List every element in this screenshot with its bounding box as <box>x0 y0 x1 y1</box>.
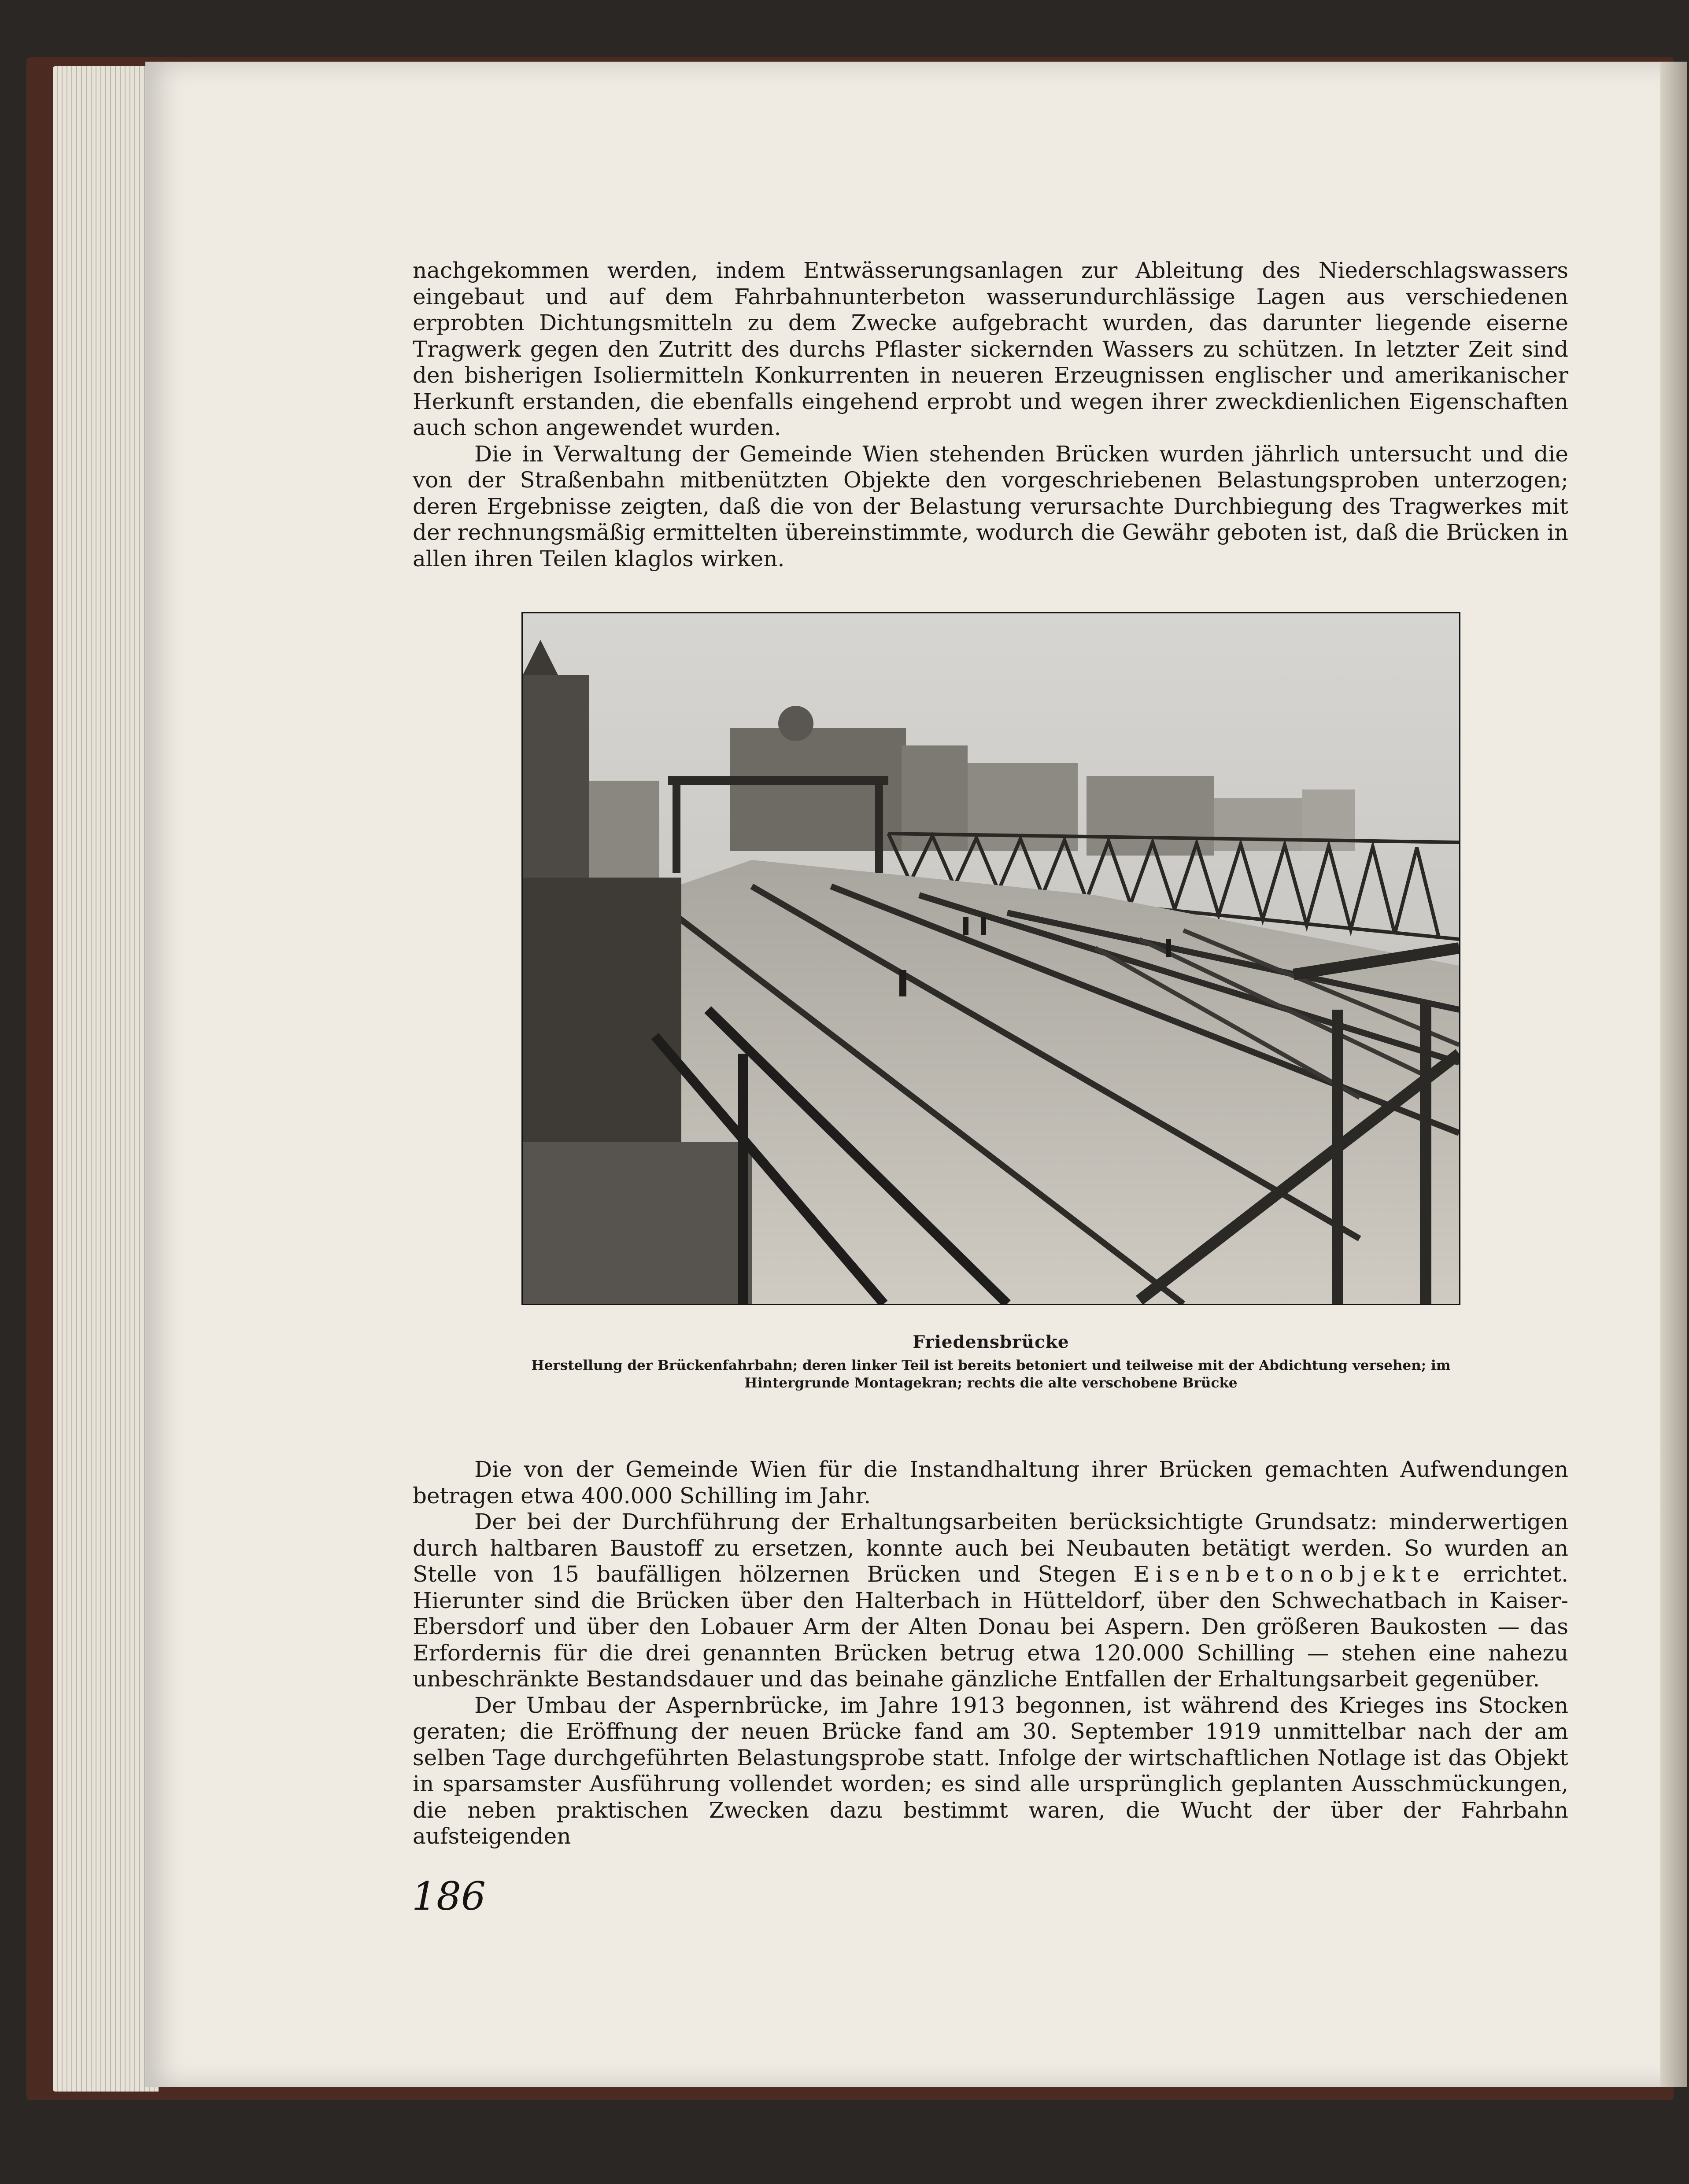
page-number: 186 <box>412 1874 486 1919</box>
bridge-construction-photo <box>523 613 1459 1304</box>
figure-title: Friedensbrücke <box>913 1332 1069 1352</box>
figure-description: Herstellung der Brückenfahrbahn; deren linker Teil ist bereits betoniert und teilweise mit der Abdichtung versehen; im Hintergrunde Montagekran; rechts die alte verschobene Brücke <box>531 1358 1451 1391</box>
emphasis-eisenbetonobjekte: Eisenbetonobjekte <box>1133 1561 1446 1587</box>
page-right-rim <box>1660 62 1687 2087</box>
top-text-block <box>413 258 1568 572</box>
figure-caption <box>506 1332 1475 1392</box>
paragraph-bottom-2-before: Der bei der Durchführung der Erhaltungsarbeiten berücksichtigte Grundsatz: minderwertigen durch haltbaren Baustoff zu ersetzen, konnte auch bei Neubauten betätigt werden. So wurden an Stelle von 15 baufälligen hölzernen Brücken und Stegen <box>413 1509 1568 1587</box>
paragraph-bottom-2-after: errichtet. Hierunter sind die Brücken über den Halterbach in Hütteldorf, über den Schwechatbach in Kaiser-Ebersdorf und über den Lobauer Arm der Alten Donau bei Aspern. Den größeren Baukosten — das Erfordernis für die drei genannten Brücken betrug etwa 120.000 Schilling — stehen eine nahezu unbeschränkte Bestandsdauer und das beinahe gänzliche Entfallen der Erhaltungsarbeit gegenüber. <box>413 1561 1568 1692</box>
paragraph-bottom-1: Die von der Gemeinde Wien für die Instandhaltung ihrer Brücken gemachten Aufwendungen betragen etwa 400.000 Schilling im Jahr. <box>413 1457 1568 1509</box>
paragraph-bottom-2 <box>413 1509 1568 1693</box>
paragraph-bottom-3: Der Umbau der Aspernbrücke, im Jahre 1913 begonnen, ist während des Krieges ins Stocken geraten; die Eröffnung der neuen Brücke fand am 30. September 1919 unmittelbar nach der am selben Tage durchgeführten Belastungsprobe statt. Infolge der wirtschaftlichen Notlage ist das Objekt in sparsamster Ausführung vollendet worden; es sind alle ursprünglich geplanten Ausschmückungen, die neben praktischen Zwecken dazu bestimmt waren, die Wucht der über der Fahrbahn aufsteigenden <box>413 1692 1568 1849</box>
paragraph-top-1: nachgekommen werden, indem Entwässerungsanlagen zur Ableitung des Niederschlagswassers eingebaut und auf dem Fahrbahnunterbeton wasserundurchlässige Lagen aus verschiedenen erprobten Dichtungsmitteln zu dem Zwecke aufgebracht wurden, das darunter liegende eiserne Tragwerk gegen den Zutritt des durchs Pflaster sickernden Wassers zu schützen. In letzter Zeit sind den bisherigen Isoliermitteln Konkurrenten in neueren Erzeugnissen englischer und amerikanischer Herkunft erstanden, die ebenfalls eingehend erprobt und wegen ihrer zweckdienlichen Eigenschaften auch schon angewendet wurden. <box>413 258 1568 440</box>
paragraph-top-2: Die in Verwaltung der Gemeinde Wien stehenden Brücken wurden jährlich untersucht und die von der Straßenbahn mitbenützten Objekte den vorgeschriebenen Belastungsproben unterzogen; deren Ergebnisse zeigten, daß die von der Belastung verursachte Durchbiegung des Tragwerkes mit der rechnungsmäßig ermittelten übereinstimmte, wodurch die Gewähr geboten ist, daß die Brücken in allen ihren Teilen klaglos wirken. <box>413 441 1568 572</box>
bottom-text-block <box>413 1457 1568 1850</box>
photo-illustration <box>523 613 1459 1304</box>
page-stack-edges <box>53 66 159 2092</box>
